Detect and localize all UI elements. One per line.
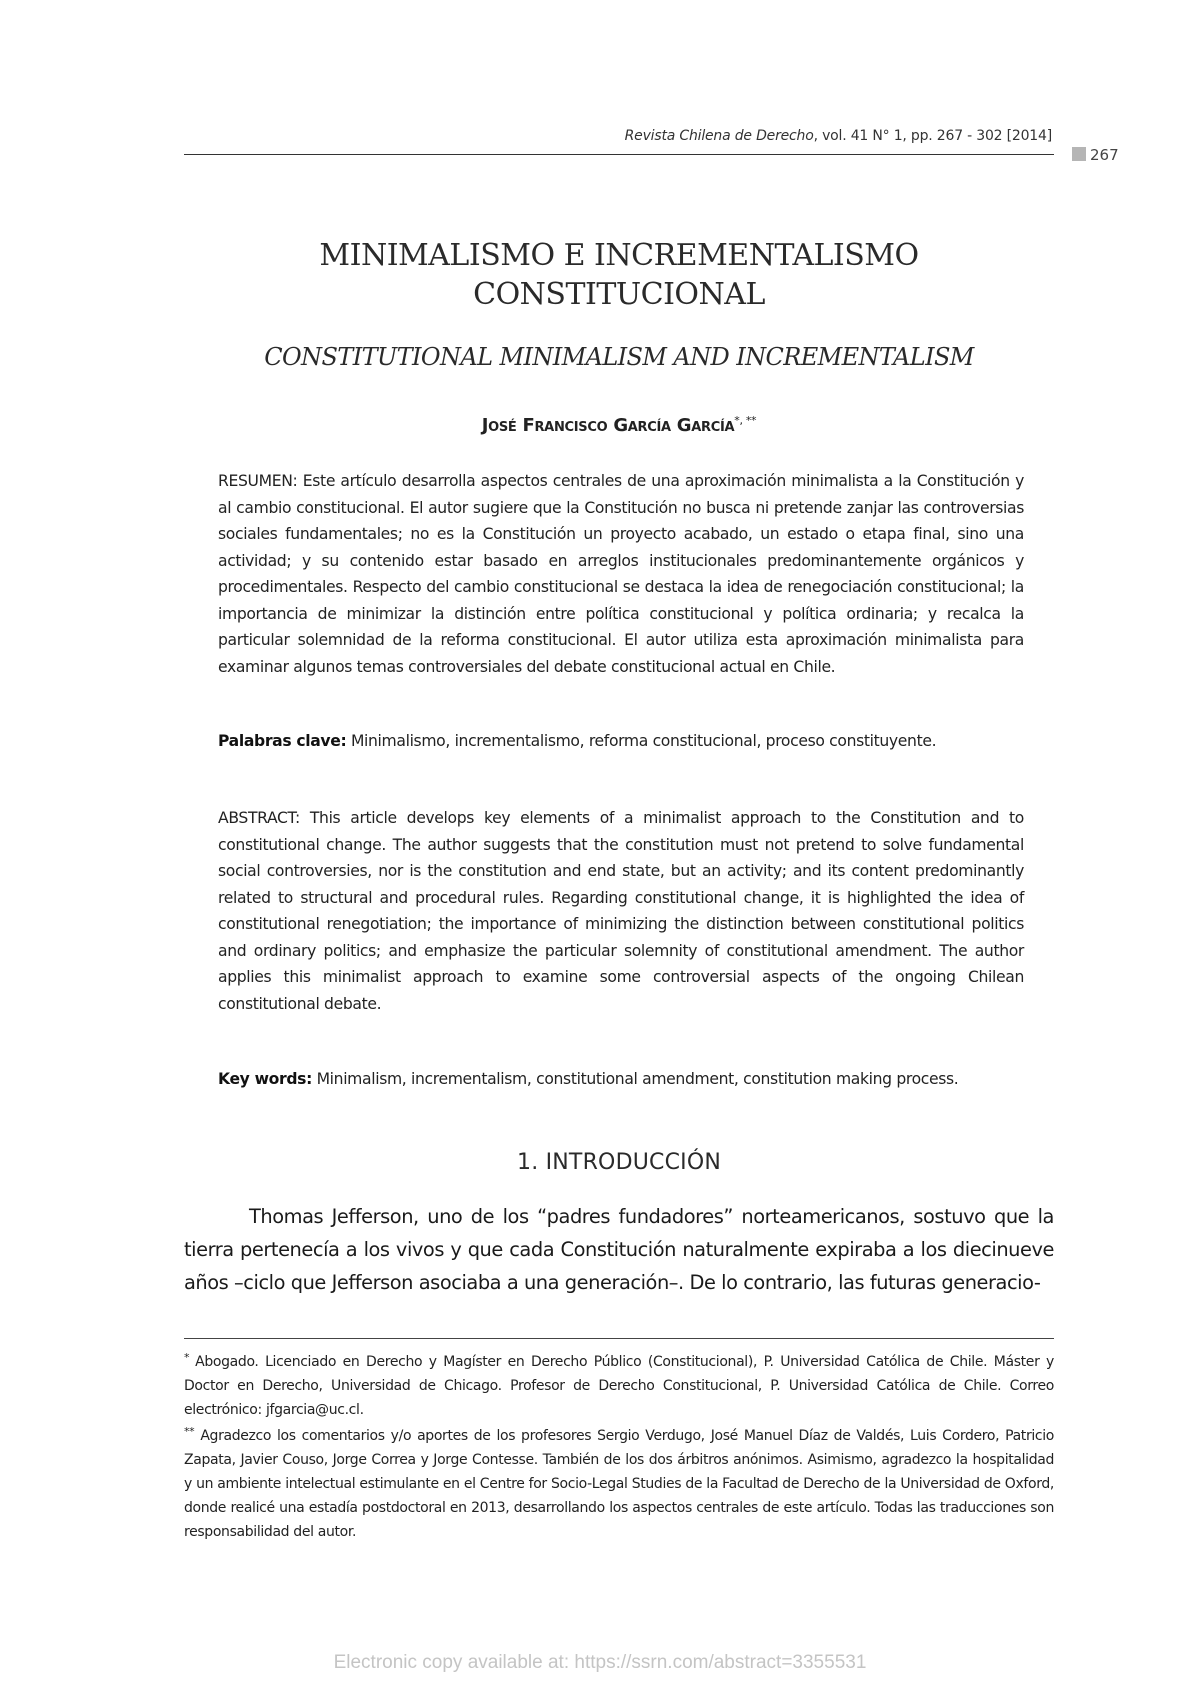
body-paragraph: Thomas Jefferson, uno de los “padres fundadores” norteamericanos, sostuvo que la tierra pertenecía a los vivos y que cada Constitución naturalmente expiraba a los diecinueve años –ciclo que Jefferson asociaba a una generación–. De lo contrario, las futuras generacio- [184,1205,1054,1294]
resumen-text: Este artículo desarrolla aspectos centrales de una aproximación minimalista a la Constitución y al cambio constitucional. El autor sugiere que la Constitución no busca ni pretende zanjar las controversias sociales fundamentales; no es la Constitución un proyecto acabado, un estado o etapa final, sino una actividad; y su contenido estar basado en arreglos institucionales predominantemente orgánicos y procedimentales. Respecto del cambio constitucional se destaca la idea de renegociación constitucional; la importancia de minimizar la distinción entre política constitucional y política ordinaria; y recalca la particular solemnidad de la reforma constitucional. El autor utiliza esta aproximación minimalista para examinar algunos temas controversiales del debate constitucional actual en Chile. [218,472,1024,676]
running-header [184,128,1054,155]
article-title [184,236,1054,314]
key-words-label: Key words: [218,1070,312,1088]
resumen-block [218,468,1024,680]
footnote-1-text: Abogado. Licenciado en Derecho y Magíster en Derecho Público (Constitucional), P. Universidad Católica de Chile. Máster y Doctor en Derecho, Universidad de Chicago. Profesor de Derecho Constitucional, P. Universidad Católica de Chile. Correo electrónico: jfgarcia@uc.cl. [184,1354,1054,1418]
author-footnote-marks: *, ** [734,414,757,427]
ssrn-notice: Electronic copy available at: https://ssrn.com/abstract=3355531 [333,1652,867,1673]
resumen-label: RESUMEN: [218,472,298,490]
journal-name: Revista Chilena de Derecho [624,128,814,144]
article-subtitle: CONSTITUTIONAL MINIMALISM AND INCREMENTALISM [264,343,974,371]
palabras-clave-label: Palabras clave: [218,732,347,750]
abstract-text: This article develops key elements of a minimalist approach to the Constitution and to constitutional change. The author suggests that the constitution must not pretend to solve fundamental social controversies, nor is the constitution and end state, but an activity; and its content predominantly related to structural and procedural rules. Regarding constitutional change, it is highlighted the idea of constitutional renegotiation; the importance of minimizing the distinction between constitutional politics and ordinary politics; and emphasize the particular solemnity of constitutional amendment. The author applies this minimalist approach to examine some controversial aspects of the ongoing Chilean constitutional debate. [218,809,1024,1013]
footnote-2-text: Agradezco los comentarios y/o aportes de los profesores Sergio Verdugo, José Manuel Díaz de Valdés, Luis Cordero, Patricio Zapata, Javier Couso, Jorge Correa y Jorge Contesse. También de los dos árbitros anónimos. Asimismo, agradezco la hospitalidad y un ambiente intelectual estimulante en el Centre for Socio-Legal Studies de la Facultad de Derecho de la Universidad de Oxford, donde realicé una estadía postdoctoral en 2013, desarrollando los aspectos centrales de este artículo. Todas las traducciones son responsabilidad del autor. [184,1428,1054,1540]
footnote-1 [184,1346,1054,1422]
key-words-block [218,1066,1024,1093]
footnote-2-mark: ** [184,1425,195,1438]
author-name: José Francisco García García [481,415,735,436]
palabras-clave-block [218,728,1024,755]
journal-volume-pages: , vol. 41 N° 1, pp. 267 - 302 [2014] [813,128,1052,144]
abstract-label: ABSTRACT: [218,809,300,827]
journal-citation [625,128,1052,144]
palabras-clave-text: Minimalismo, incrementalismo, reforma constitucional, proceso constituyente. [350,732,937,750]
author-line [184,414,1054,436]
abstract-block [218,805,1024,1017]
footnote-1-mark: * [184,1351,190,1364]
footnote-rule [184,1338,1054,1339]
title-line-2: CONSTITUCIONAL [473,277,765,312]
page-number [1072,146,1119,164]
page-number-value: 267 [1090,146,1119,164]
footnote-2 [184,1420,1054,1544]
key-words-text: Minimalism, incrementalism, constitutional amendment, constitution making process. [316,1070,959,1088]
page-marker-icon [1072,147,1086,161]
section-heading: 1. INTRODUCCIÓN [517,1150,721,1175]
title-line-1: MINIMALISMO E INCREMENTALISMO [319,238,919,273]
